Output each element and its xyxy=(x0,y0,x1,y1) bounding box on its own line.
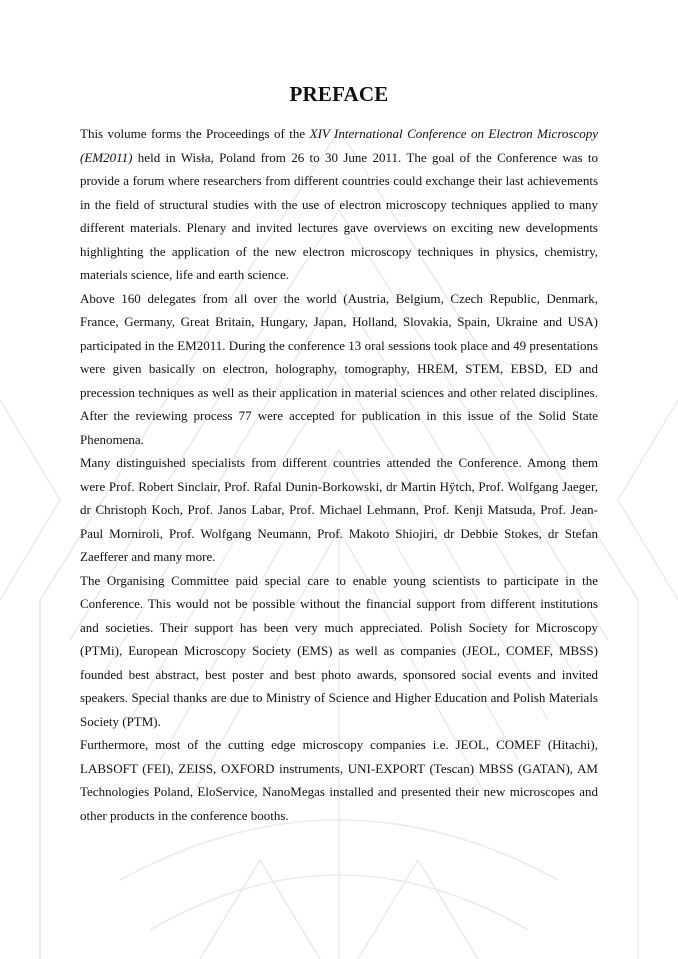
paragraph-1-before: This volume forms the Proceedings of the xyxy=(80,126,310,141)
paragraph-1-after: held in Wisła, Poland from 26 to 30 June 2011. The goal of the Conference was to provide a forum where researchers from different countries could exchange their last achievements in the field of structural studies with the use of electron microscopy techniques applied to many different materials. Plenary and invited lectures gave overviews on exciting new developments highlighting the application of the new electron microscopy techniques in physics, chemistry, materials science, life and earth science. xyxy=(80,149,598,282)
page-title: PREFACE xyxy=(289,82,389,106)
paragraph-5: Furthermore, most of the cutting edge microscopy companies i.e. JEOL, COMEF (Hitachi), LABSOFT (FEI), ZEISS, OXFORD instruments, UNI-EXPORT (Tescan) MBSS (GATAN), AM Technologies Poland, EloService, NanoMegas installed and presented their new microscopes and other products in the conference booths. xyxy=(80,737,598,823)
paragraph-3: Many distinguished specialists from different countries attended the Conference. Among them were Prof. Robert Sinclair, Prof. Rafal Dunin-Borkowski, dr Martin Hÿtch, Prof. Wolfgang Jaeger, dr Christoph Koch, Prof. Janos Labar, Prof. Michael Lehmann, Prof. Kenji Matsuda, Prof. Jean-Paul Morniroli, Prof. Wolfgang Neumann, Prof. Makoto Shiojiri, dr Debbie Stokes, dr Stefan Zaefferer and many more. xyxy=(80,455,598,564)
preface-content xyxy=(80,80,598,827)
paragraph-2: Above 160 delegates from all over the world (Austria, Belgium, Czech Republic, Denmark, France, Germany, Great Britain, Hungary, Japan, Holland, Slovakia, Spain, Ukraine and USA) participated in the EM2011. During the conference 13 oral sessions took place and 49 presentations were given basically on electron, holography, tomography, HREM, STEM, EBSD, ED and precession techniques as well as their application in material sciences and other related disciplines. After the reviewing process 77 were accepted for publication in this issue of the Solid State Phenomena. xyxy=(80,290,598,447)
conference-name: XIV International Conference on Electron Microscopy (EM2011) xyxy=(80,126,598,165)
paragraph-4: The Organising Committee paid special care to enable young scientists to participate in the Conference. This would not be possible without the financial support from different institutions and societies. Their support has been very much appreciated. Polish Society for Microscopy (PTMi), European Microscopy Society (EMS) as well as companies (JEOL, COMEF, MBSS) founded best abstract, best poster and best photo awards, sponsored social events and invited speakers. Special thanks are due to Ministry of Science and Higher Education and Polish Materials Society (PTM). xyxy=(80,572,598,729)
paragraph-1 xyxy=(80,122,598,287)
